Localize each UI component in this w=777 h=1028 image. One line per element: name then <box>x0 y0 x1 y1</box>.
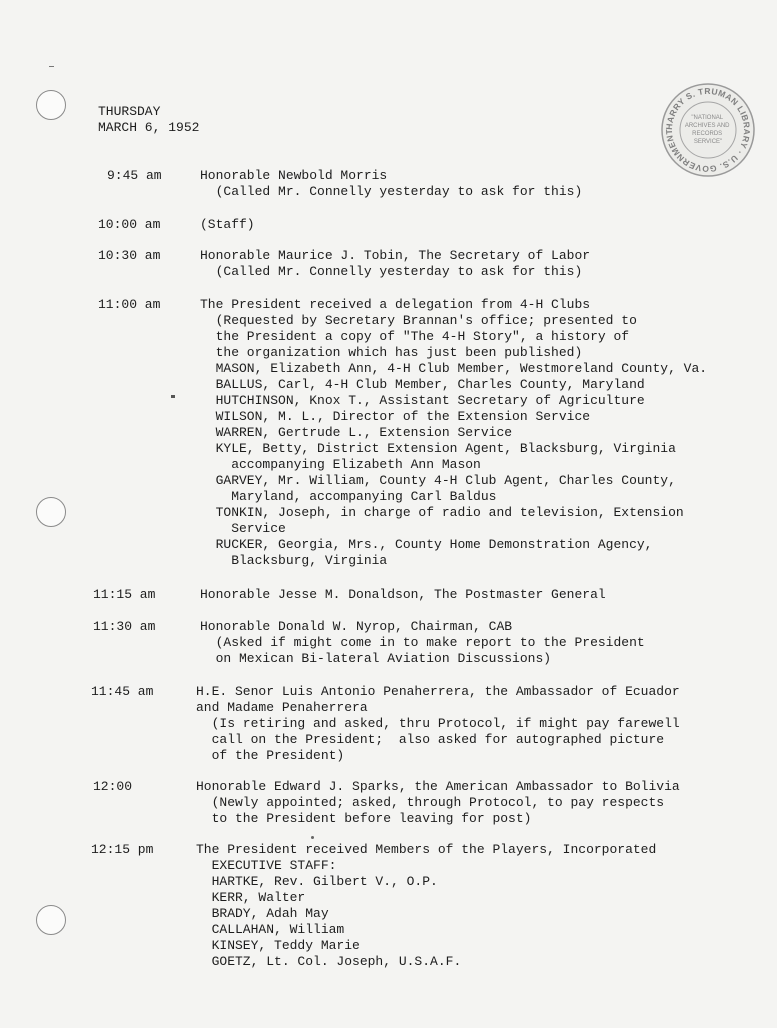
entry-line: WARREN, Gertrude L., Extension Service <box>200 425 513 440</box>
entry-line: call on the President; also asked for autographed picture <box>196 732 665 747</box>
entry-line: (Called Mr. Connelly yesterday to ask for this) <box>200 264 583 279</box>
entry-line: Honorable Maurice J. Tobin, The Secretary of Labor <box>200 248 591 263</box>
stray-mark <box>311 836 314 839</box>
entry-line: (Asked if might come in to make report to the President <box>200 635 645 650</box>
entry-line: Honorable Newbold Morris <box>200 168 388 183</box>
entry-lines <box>196 842 656 970</box>
entry-line: MASON, Elizabeth Ann, 4-H Club Member, Westmoreland County, Va. <box>200 361 708 376</box>
entry-line: CALLAHAN, William <box>196 922 345 937</box>
stamp-line-4: SERVICE" <box>693 139 723 145</box>
entry-line: (Called Mr. Connelly yesterday to ask for this) <box>200 184 583 199</box>
entry-line: RUCKER, Georgia, Mrs., County Home Demonstration Agency, <box>200 537 653 552</box>
entry-line: TONKIN, Joseph, in charge of radio and television, Extension <box>200 505 684 520</box>
entry-line: (Requested by Secretary Brannan's office; presented to <box>200 313 637 328</box>
punch-hole-top <box>36 90 66 120</box>
entry-line: The President received a delegation from 4-H Clubs <box>200 297 591 312</box>
entry-line: accompanying Elizabeth Ann Mason <box>200 457 481 472</box>
date-label: MARCH 6, 1952 <box>98 120 200 135</box>
entry-line: (Newly appointed; asked, through Protocol, to pay respects <box>196 795 665 810</box>
entry-line: KERR, Walter <box>196 890 306 905</box>
entry-line: BRADY, Adah May <box>196 906 329 921</box>
entry-time: 11:30 am <box>93 619 156 634</box>
stamp-line-2: ARCHIVES AND <box>684 123 730 129</box>
entry-line: WILSON, M. L., Director of the Extension Service <box>200 409 591 424</box>
entry-line: and Madame Penaherrera <box>196 700 368 715</box>
entry-line: H.E. Senor Luis Antonio Penaherrera, the Ambassador of Ecuador <box>196 684 680 699</box>
entry-line: to the President before leaving for post) <box>196 811 532 826</box>
entry-line: Honorable Edward J. Sparks, the American Ambassador to Bolivia <box>196 779 680 794</box>
entry-line: HARTKE, Rev. Gilbert V., O.P. <box>196 874 438 889</box>
entry-line: on Mexican Bi-lateral Aviation Discussions) <box>200 651 552 666</box>
archive-stamp <box>660 82 756 178</box>
entry-line: KINSEY, Teddy Marie <box>196 938 360 953</box>
punch-hole-bottom <box>36 905 66 935</box>
entry-line: GARVEY, Mr. William, County 4-H Club Agent, Charles County, <box>200 473 676 488</box>
entry-time: 11:45 am <box>91 684 154 699</box>
entry-time: 12:00 <box>93 779 133 794</box>
entry-line: of the President) <box>196 748 345 763</box>
entry-line: Service <box>200 521 286 536</box>
day-label: THURSDAY <box>98 104 161 119</box>
entry-time: 9:45 am <box>107 168 162 183</box>
entry-lines <box>200 217 255 233</box>
stray-mark <box>49 66 54 67</box>
entry-lines <box>200 297 707 569</box>
date-header <box>98 104 199 136</box>
stamp-line-1: "NATIONAL <box>691 115 723 121</box>
entry-line: the President a copy of "The 4-H Story", a history of <box>200 329 630 344</box>
punch-hole-middle <box>36 497 66 527</box>
entry-line: (Staff) <box>200 217 255 232</box>
stray-mark <box>171 395 175 398</box>
entry-line: Honorable Donald W. Nyrop, Chairman, CAB <box>200 619 513 634</box>
entry-line: EXECUTIVE STAFF: <box>196 858 337 873</box>
entry-time: 11:00 am <box>98 297 161 312</box>
entry-line: GOETZ, Lt. Col. Joseph, U.S.A.F. <box>196 954 462 969</box>
entry-line: the organization which has just been published) <box>200 345 583 360</box>
entry-lines <box>196 779 680 827</box>
entry-time: 11:15 am <box>93 587 156 602</box>
entry-lines <box>200 248 590 280</box>
entry-time: 12:15 pm <box>91 842 154 857</box>
entry-line: (Is retiring and asked, thru Protocol, if might pay farewell <box>196 716 680 731</box>
entry-line: Blacksburg, Virginia <box>200 553 388 568</box>
entry-lines <box>200 619 645 667</box>
stamp-ring-text: HARRY S. TRUMAN LIBRARY · U.S. GOVERNMENT <box>663 85 753 175</box>
entry-time: 10:00 am <box>98 217 161 232</box>
entry-time: 10:30 am <box>98 248 161 263</box>
stamp-line-3: RECORDS <box>692 131 723 137</box>
entry-lines <box>200 587 606 603</box>
entry-line: The President received Members of the Players, Incorporated <box>196 842 657 857</box>
entry-line: BALLUS, Carl, 4-H Club Member, Charles County, Maryland <box>200 377 645 392</box>
entry-line: HUTCHINSON, Knox T., Assistant Secretary of Agriculture <box>200 393 645 408</box>
entry-line: Maryland, accompanying Carl Baldus <box>200 489 497 504</box>
entry-lines <box>196 684 680 764</box>
entry-line: Honorable Jesse M. Donaldson, The Postmaster General <box>200 587 606 602</box>
entry-lines <box>200 168 582 200</box>
entry-line: KYLE, Betty, District Extension Agent, Blacksburg, Virginia <box>200 441 676 456</box>
